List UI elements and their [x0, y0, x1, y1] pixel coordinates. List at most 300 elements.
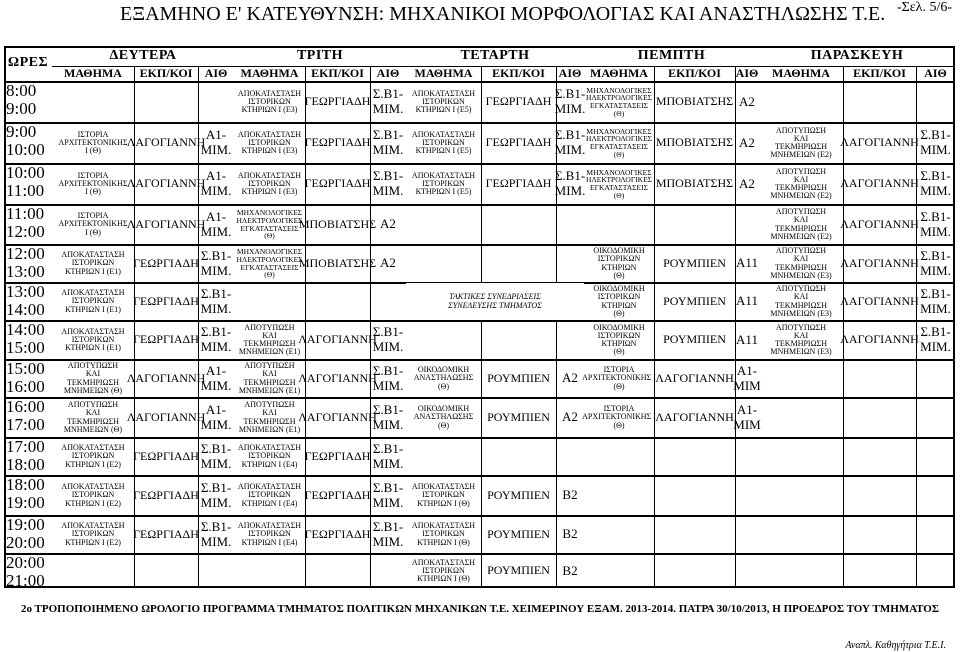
room-cell [556, 360, 584, 397]
course-name-line: ΑΠΟΚΑΤΑΣΤΑΣΗ [61, 521, 125, 531]
course-name-line: ΚΤΗΡΙΩΝ Ι (Ε5) [415, 187, 472, 197]
room-line: ΜΙΜ. [200, 455, 232, 471]
teacher-cell [126, 398, 206, 437]
room-line: Σ.Β1- [920, 127, 951, 143]
course-cell [759, 164, 843, 204]
course-name-line: ΕΓΚΑΤΑΣΤΑΣΕΙΣ [590, 183, 648, 192]
course-name-line: ΚΤΗΡΙΩΝ [601, 339, 637, 348]
room-line: ΜΙΜ. [372, 183, 404, 198]
column-header [654, 66, 735, 81]
teacher-name: ΜΠΟΒΙΑΤΣΗΣ [298, 255, 377, 270]
room-cell [370, 82, 406, 122]
course-name-line: ΙΣΤΟΡΙΚΩΝ [597, 254, 641, 264]
course-name-line: ΑΠΟΚΑΤΑΣΤΑΣΗ [61, 443, 125, 453]
course-name-line: ΙΣΤΟΡΙΚΩΝ [422, 565, 465, 575]
course-cell [234, 398, 305, 437]
teacher-name: ΓΕΩΡΓΙΑΔΗ [133, 293, 199, 308]
course-name-line: ΑΠΟΚΑΤΑΣΤΑΣΗ [61, 326, 125, 336]
room-cell [556, 476, 584, 515]
time-to: 21:00 [6, 570, 45, 590]
course-cell [234, 476, 305, 515]
course-name-line: (Θ) [264, 231, 275, 241]
course-name-line: ΑΠΟΚΑΤΑΣΤΑΣΗ [237, 170, 302, 180]
room-cell [198, 438, 234, 475]
column-header-label: ΕΚΠ/ΚΟΙ [311, 66, 364, 81]
room-line: Σ.Β1- [372, 479, 404, 495]
room-line: ΜΙΜ. [920, 262, 951, 278]
room-line: ΜΙΜ. [372, 533, 404, 549]
course-name-line: ΜΝΗΜΕΙΩΝ (Θ) [63, 424, 123, 434]
column-header [234, 66, 305, 81]
column-header [370, 66, 406, 81]
room-line: Σ.Β1- [920, 208, 951, 224]
column-header [305, 66, 370, 81]
teacher-name: ΛΑΓΟΓΙΑΝΝΗ [298, 370, 377, 385]
course-name-line: ΜΝΗΜΕΙΩΝ (Ε3) [770, 270, 832, 280]
course-name-line: ΜΝΗΜΕΙΩΝ (Ε3) [770, 347, 832, 357]
room-line: ΜΙΜ. [372, 455, 404, 471]
room-line: Β2 [562, 562, 578, 578]
course-name-line: ΙΣΤΟΡΙΑ [603, 365, 635, 375]
time-slot [6, 360, 45, 396]
room-line: Α2 [739, 134, 755, 150]
room-line: Α1- [205, 127, 227, 143]
room-line: Α1- [736, 362, 758, 378]
course-cell [584, 164, 654, 204]
course-cell [234, 438, 305, 475]
teacher-name: ΡΟΥΜΠΙΕΝ [487, 563, 550, 578]
room-cell [198, 516, 234, 553]
course-name-line: ΗΛΕΚΤΡΟΛΟΓΙΚΕΣ [236, 254, 303, 264]
room-cell [370, 398, 406, 437]
room-line: Σ.Β1- [200, 518, 232, 534]
room-line: Σ.Β1- [200, 247, 232, 263]
course-name-line: ΚΤΗΡΙΩΝ Ι (Ε1) [65, 304, 121, 314]
time-from: 9:00 [6, 122, 37, 141]
course-name-line: ΙΣΤΟΡΙΚΩΝ [597, 292, 641, 302]
teacher-cell [481, 164, 556, 204]
day-header-label: ΠΕΜΠΤΗ [637, 47, 706, 63]
course-name-line: ΙΣΤΟΡΙΚΩΝ [71, 258, 115, 268]
course-name-line: ΑΠΟΚΑΤΑΣΤΑΣΗ [411, 557, 476, 567]
course-name-line: ΙΣΤΟΡΙΑ [77, 129, 109, 139]
course-name-line: ΑΠΟΚΑΤΑΣΤΑΣΗ [61, 288, 125, 298]
time-from: 19:00 [6, 515, 45, 534]
room-line: Σ.Β1- [372, 127, 404, 143]
course-name-line: ΚΤΗΡΙΩΝ Ι (Ε2) [65, 537, 121, 547]
room-line: Σ.Β1- [920, 168, 951, 184]
room-cell [370, 123, 406, 163]
room-line: Α1- [205, 168, 227, 184]
course-name-line: ΕΓΚΑΤΑΣΤΑΣΕΙΣ [240, 223, 299, 233]
course-name-line: ΑΠΟΚΑΤΑΣΤΑΣΗ [411, 88, 476, 98]
teacher-cell [298, 360, 377, 397]
room-line: Σ.Β1- [372, 440, 404, 456]
room-cell [735, 164, 759, 204]
room-cell [735, 123, 759, 163]
page-title: ΕΞΑΜΗΝΟ Ε' ΚΑΤΕΥΘΥΝΣΗ: ΜΗΧΑΝΙΚΟΙ ΜΟΡΦΟΛΟΓΙΑΣ ΚΑΙ ΑΝΑΣΤΗΛΩΣΗΣ Τ.Ε. [120, 3, 886, 25]
course-cell [759, 283, 843, 320]
room-cell [735, 398, 759, 437]
course-name-line: ΚΑΙ [793, 330, 809, 340]
teacher-cell [481, 476, 556, 515]
course-name-line: (Θ) [437, 420, 450, 430]
room-line: Α11 [736, 331, 758, 347]
teacher-name: ΓΕΩΡΓΙΑΔΗ [133, 487, 199, 502]
room-line: ΜΙΜ. [200, 223, 232, 239]
room-line: Σ.Β1- [920, 324, 951, 340]
course-name-line: ΜΗΧΑΝΟΛΟΓΙΚΕΣ [236, 247, 303, 257]
course-name-line: ΙΣΤΟΡΙΚΩΝ [248, 490, 291, 500]
time-to: 20:00 [6, 532, 45, 552]
course-name-line: ΜΝΗΜΕΙΩΝ (Ε2) [770, 231, 832, 241]
teacher-name: ΓΕΩΡΓΙΑΔΗ [485, 135, 552, 150]
course-name-line: (Θ) [437, 381, 450, 391]
course-name-line: ΑΠΟΚΑΤΑΣΤΑΣΗ [237, 129, 302, 139]
course-name-line: ΙΣΤΟΡΙΚΩΝ [71, 490, 115, 500]
room-cell [735, 283, 759, 320]
column-header-label: ΜΑΘΗΜΑ [772, 66, 830, 81]
room-cell [556, 554, 584, 588]
column-header [556, 66, 584, 81]
course-name-line: ΕΓΚΑΤΑΣΤΑΣΕΙΣ [240, 262, 299, 272]
time-to: 13:00 [6, 261, 45, 281]
teacher-name: ΛΑΓΟΓΙΑΝΝΗ [126, 135, 206, 150]
course-cell [52, 438, 134, 475]
course-name-line: ΑΠΟΚΑΤΑΣΤΑΣΗ [61, 250, 125, 260]
course-name-line: ΑΠΟΤΥΠΩΣΗ [775, 207, 827, 217]
course-name-line: ΙΣΤΟΡΙΚΩΝ [248, 451, 291, 461]
time-from: 14:00 [6, 320, 45, 339]
course-name-line: ΤΕΚΜΗΡΙΩΣΗ [243, 416, 296, 426]
room-line: ΜΙΜ. [372, 494, 404, 510]
time-to: 11:00 [6, 180, 45, 200]
course-name-line: ΤΕΚΜΗΡΙΩΣΗ [775, 339, 827, 348]
room-cell [735, 321, 759, 359]
column-header-label: ΕΚΠ/ΚΟΙ [853, 66, 906, 81]
course-name-line: ΚΤΗΡΙΩΝ Ι (Ε1) [65, 266, 121, 276]
teacher-name: ΜΠΟΒΙΑΤΣΗΣ [655, 94, 734, 109]
course-cell [234, 205, 305, 244]
room-line: ΜΙΜ [733, 377, 761, 393]
course-name-line: ΑΠΟΤΥΠΩΣΗ [775, 284, 827, 294]
teacher-name: ΛΑΓΟΓΙΑΝΝΗ [298, 409, 377, 424]
course-name-line: ΟΙΚΟΔΟΜΙΚΗ [593, 322, 645, 332]
time-slot [6, 283, 45, 319]
course-name-line: ΑΡΧΙΤΕΚΤΟΝΙΚΗΣ [58, 178, 128, 188]
teacher-cell [134, 245, 198, 282]
course-name-line: ΑΠΟΚΑΤΑΣΤΑΣΗ [237, 521, 302, 531]
room-line: ΜΙΜ. [200, 300, 232, 316]
teacher-cell [481, 398, 556, 437]
column-header [198, 66, 234, 81]
course-name-line: ΤΕΚΜΗΡΙΩΣΗ [243, 339, 296, 348]
course-name-line: ΚΤΗΡΙΩΝ Ι (Θ) [417, 498, 470, 508]
room-cell [735, 360, 759, 397]
room-cell [556, 398, 584, 437]
course-cell [52, 164, 134, 204]
time-slot [6, 205, 45, 241]
teacher-cell [840, 123, 919, 163]
course-name-line: ΑΡΧΙΤΕΚΤΟΝΙΚΗΣ [58, 137, 128, 147]
teacher-cell [305, 516, 370, 553]
room-cell [370, 360, 406, 397]
course-cell [406, 516, 481, 553]
course-name-line: ΑΠΟΚΑΤΑΣΤΑΣΗ [237, 482, 302, 492]
course-name-line: ΙΣΤΟΡΙΚΩΝ [71, 451, 115, 461]
course-name-line: ΚΑΙ [793, 254, 809, 264]
time-from: 10:00 [6, 163, 45, 182]
room-cell [198, 205, 234, 244]
course-name-line: ΙΣΤΟΡΙΚΩΝ [248, 137, 291, 147]
course-name-line: ΑΠΟΚΑΤΑΣΤΑΣΗ [237, 88, 302, 98]
course-cell [406, 554, 481, 588]
room-line: Β2 [562, 487, 578, 503]
course-name-line: ΙΣΤΟΡΙΚΩΝ [71, 296, 115, 306]
course-name-line: ΟΙΚΟΔΟΜΙΚΗ [593, 284, 645, 294]
room-line: Σ.Β1- [554, 127, 586, 143]
teacher-name: ΛΑΓΟΓΙΑΝΝΗ [655, 409, 734, 424]
course-name-line: ΗΛΕΚΤΡΟΛΟΓΙΚΕΣ [236, 215, 303, 225]
room-line: ΜΙΜ. [554, 183, 586, 198]
teacher-cell [840, 245, 919, 282]
course-name-line: (Θ) [613, 347, 625, 357]
course-name-line: ΑΝΑΣΤΗΛΩΣΗΣ [413, 373, 474, 383]
room-cell [556, 82, 584, 122]
teacher-name: ΛΑΓΟΓΙΑΝΝΗ [126, 216, 206, 231]
course-name-line: ΜΗΧΑΝΟΛΟΓΙΚΕΣ [586, 167, 652, 177]
room-cell [370, 438, 406, 475]
room-line: ΜΙΜ. [372, 377, 404, 393]
course-name-line: ΚΑΙ [793, 174, 809, 184]
course-cell [584, 283, 654, 320]
course-name-line: ΑΠΟΤΥΠΩΣΗ [67, 361, 119, 371]
course-name-line: ΑΡΧΙΤΕΚΤΟΝΙΚΗΣ [58, 219, 128, 229]
room-cell [370, 516, 406, 553]
course-name-line: ΤΕΚΜΗΡΙΩΣΗ [775, 142, 827, 151]
teacher-cell [654, 398, 735, 437]
room-cell [556, 164, 584, 204]
course-name-line: ΚΤΗΡΙΩΝ Ι (Ε2) [65, 498, 121, 508]
teacher-name: ΓΕΩΡΓΙΑΔΗ [133, 448, 199, 463]
teacher-name: ΡΟΥΜΠΙΕΝ [663, 332, 726, 347]
teacher-name: ΡΟΥΜΠΙΕΝ [663, 293, 726, 308]
time-slot [6, 398, 45, 434]
room-line: ΜΙΜ. [200, 183, 232, 198]
teacher-name: ΛΑΓΟΓΙΑΝΝΗ [126, 409, 206, 424]
room-line: Α11 [736, 255, 758, 271]
teacher-cell [654, 321, 735, 359]
room-line: Σ.Β1- [200, 440, 232, 456]
column-header-label: ΕΚΠ/ΚΟΙ [668, 66, 721, 81]
day-header [584, 46, 759, 66]
time-from: 13:00 [6, 282, 45, 301]
course-cell [234, 123, 305, 163]
room-line: ΜΙΜ. [200, 416, 232, 432]
course-name-line: ΑΠΟΚΑΤΑΣΤΑΣΗ [237, 443, 302, 453]
room-cell [198, 164, 234, 204]
room-line: ΜΙΜ. [920, 339, 951, 354]
course-cell [406, 398, 481, 437]
room-line: Σ.Β1- [554, 168, 586, 184]
teacher-cell [134, 476, 198, 515]
room-line: Α2 [562, 370, 578, 386]
room-cell [916, 205, 955, 244]
time-from: 16:00 [6, 397, 45, 416]
time-slot [6, 321, 45, 357]
time-slot [6, 438, 45, 474]
course-name-line: ΚΑΙ [262, 330, 277, 340]
course-name-line: ΟΙΚΟΔΟΜΙΚΗ [593, 246, 645, 256]
footer-signer-title: Αναπλ. Καθηγήτρια Τ.Ε.Ι. [845, 640, 946, 651]
course-cell [234, 164, 305, 204]
column-header [134, 66, 198, 81]
room-cell [370, 476, 406, 515]
teacher-cell [305, 82, 370, 122]
teacher-cell [298, 205, 377, 244]
day-header-label: ΠΑΡΑΣΚΕΥΗ [810, 47, 904, 63]
course-name-line: ΚΤΗΡΙΩΝ Ι (Ε3) [241, 187, 298, 197]
course-name-line: (Θ) [613, 308, 625, 318]
teacher-name: ΛΑΓΟΓΙΑΝΝΗ [126, 176, 206, 191]
course-cell [234, 245, 305, 282]
course-name-line: ΤΕΚΜΗΡΙΩΣΗ [775, 300, 827, 310]
course-name-line: ΑΠΟΤΥΠΩΣΗ [244, 400, 295, 410]
room-cell [370, 205, 406, 244]
room-cell [370, 245, 406, 282]
column-header-label: ΕΚΠ/ΚΟΙ [492, 66, 545, 81]
teacher-cell [126, 123, 206, 163]
teacher-name: ΓΕΩΡΓΙΑΔΗ [485, 176, 552, 191]
room-line: Α11 [736, 293, 758, 309]
room-cell [198, 398, 234, 437]
room-line: ΜΙΜ. [554, 142, 586, 157]
course-name-line: ΑΠΟΤΥΠΩΣΗ [775, 166, 827, 176]
column-header-label: ΑΙΘ [204, 66, 228, 81]
column-header [735, 66, 759, 81]
course-name-line: (Θ) [613, 190, 625, 200]
teacher-name: ΓΕΩΡΓΙΑΔΗ [304, 487, 371, 502]
course-cell [234, 516, 305, 553]
course-name-line: ΗΛΕΚΤΡΟΛΟΓΙΚΕΣ [585, 93, 653, 103]
course-name-line: ΗΛΕΚΤΡΟΛΟΓΙΚΕΣ [585, 134, 653, 144]
course-cell [406, 164, 481, 204]
teacher-name: ΓΕΩΡΓΙΑΔΗ [133, 255, 199, 270]
day-header-label: ΤΡΙΤΗ [296, 47, 344, 63]
teacher-name: ΓΕΩΡΓΙΑΔΗ [304, 94, 371, 109]
course-name-line: ΤΕΚΜΗΡΙΩΣΗ [67, 377, 119, 387]
room-cell [916, 321, 955, 359]
teacher-name: ΓΕΩΡΓΙΑΔΗ [133, 526, 199, 541]
course-name-line: ΑΠΟΤΥΠΩΣΗ [244, 361, 295, 371]
course-cell [52, 321, 134, 359]
course-name-line: ΚΤΗΡΙΩΝ Ι (Ε3) [241, 105, 298, 115]
course-cell [52, 245, 134, 282]
course-name-line: ΕΓΚΑΤΑΣΤΑΣΕΙΣ [590, 101, 648, 110]
course-name-line: ΑΠΟΤΥΠΩΣΗ [775, 322, 827, 332]
course-cell [406, 476, 481, 515]
course-name-line: ΜΝΗΜΕΙΩΝ (Ε3) [770, 308, 832, 318]
column-header-label: ΜΑΘΗΜΑ [590, 66, 648, 81]
column-header-label: ΜΑΘΗΜΑ [240, 66, 299, 81]
course-cell [584, 360, 654, 397]
room-line: ΜΙΜ. [200, 142, 232, 157]
teacher-cell [654, 245, 735, 282]
course-name-line: ΑΠΟΚΑΤΑΣΤΑΣΗ [411, 129, 476, 139]
teacher-name: ΡΟΥΜΠΙΕΝ [487, 370, 550, 385]
course-name-line: ΑΡΧΙΤΕΚΤΟΝΙΚΗΣ Ι [582, 373, 656, 383]
course-name-line: ΟΙΚΟΔΟΜΙΚΗ [417, 404, 470, 414]
course-name-line: ΚΑΙ [85, 369, 101, 379]
course-name-line: ΜΝΗΜΕΙΩΝ (Θ) [63, 385, 123, 395]
course-cell [52, 123, 134, 163]
room-cell [916, 245, 955, 282]
course-name-line: ΚΤΗΡΙΩΝ Ι (Ε2) [65, 459, 121, 469]
course-name-line: ΙΣΤΟΡΙΚΩΝ [597, 330, 641, 340]
course-name-line: ΗΛΕΚΤΡΟΛΟΓΙΚΕΣ [585, 175, 653, 185]
time-to: 14:00 [6, 299, 45, 319]
room-line: ΜΙΜ. [920, 142, 951, 157]
course-name-line: ΑΠΟΚΑΤΑΣΤΑΣΗ [61, 482, 125, 492]
time-to: 19:00 [6, 492, 45, 512]
time-to: 9:00 [6, 98, 37, 118]
room-line: ΜΙΜ. [200, 533, 232, 549]
course-name-line: ΑΝΑΣΤΗΛΩΣΗΣ [413, 412, 474, 422]
teacher-cell [298, 245, 377, 282]
room-cell [198, 245, 234, 282]
teacher-name: ΡΟΥΜΠΙΕΝ [487, 487, 550, 502]
course-name-line: ΙΣΤΟΡΙΚΩΝ [71, 529, 115, 539]
room-line: Σ.Β1- [920, 247, 951, 263]
teacher-name: ΓΕΩΡΓΙΑΔΗ [485, 94, 552, 109]
column-header-label: ΜΑΘΗΜΑ [64, 66, 122, 81]
course-name-line: Ι (Θ) [85, 227, 101, 237]
course-name-line: (Θ) [613, 420, 625, 430]
room-cell [198, 283, 234, 320]
room-line: ΜΙΜ. [372, 416, 404, 432]
room-line: ΜΙΜ. [372, 339, 404, 354]
teacher-cell [134, 438, 198, 475]
time-slot [6, 164, 45, 200]
teacher-cell [654, 123, 735, 163]
course-name-line: ΑΠΟΤΥΠΩΣΗ [67, 400, 119, 410]
column-header-label: ΑΙΘ [735, 66, 759, 81]
course-name-line: ΑΠΟΤΥΠΩΣΗ [244, 322, 295, 332]
course-name-line: ΚΤΗΡΙΩΝ Ι (Θ) [417, 537, 470, 547]
room-cell [198, 360, 234, 397]
time-to: 15:00 [6, 337, 45, 357]
room-line: Α2 [380, 216, 396, 232]
time-to: 10:00 [6, 139, 45, 159]
course-cell [52, 360, 134, 397]
course-name-line: ΤΕΚΜΗΡΙΩΣΗ [67, 416, 119, 426]
column-header-label: ΑΙΘ [376, 66, 400, 81]
time-slot [6, 82, 36, 118]
course-name-line: ΜΗΧΑΝΟΛΟΓΙΚΕΣ [586, 85, 652, 95]
room-cell [198, 123, 234, 163]
course-cell [584, 82, 654, 122]
course-cell [759, 321, 843, 359]
course-cell [52, 205, 134, 244]
meeting-note [406, 283, 584, 320]
course-cell [584, 123, 654, 163]
room-line: ΜΙΜ. [920, 183, 951, 198]
course-name-line: (Θ) [613, 270, 625, 280]
course-name-line: ΚΑΙ [793, 292, 809, 302]
course-name-line: Ι (Θ) [85, 187, 101, 197]
teacher-cell [654, 360, 735, 397]
teacher-cell [126, 205, 206, 244]
